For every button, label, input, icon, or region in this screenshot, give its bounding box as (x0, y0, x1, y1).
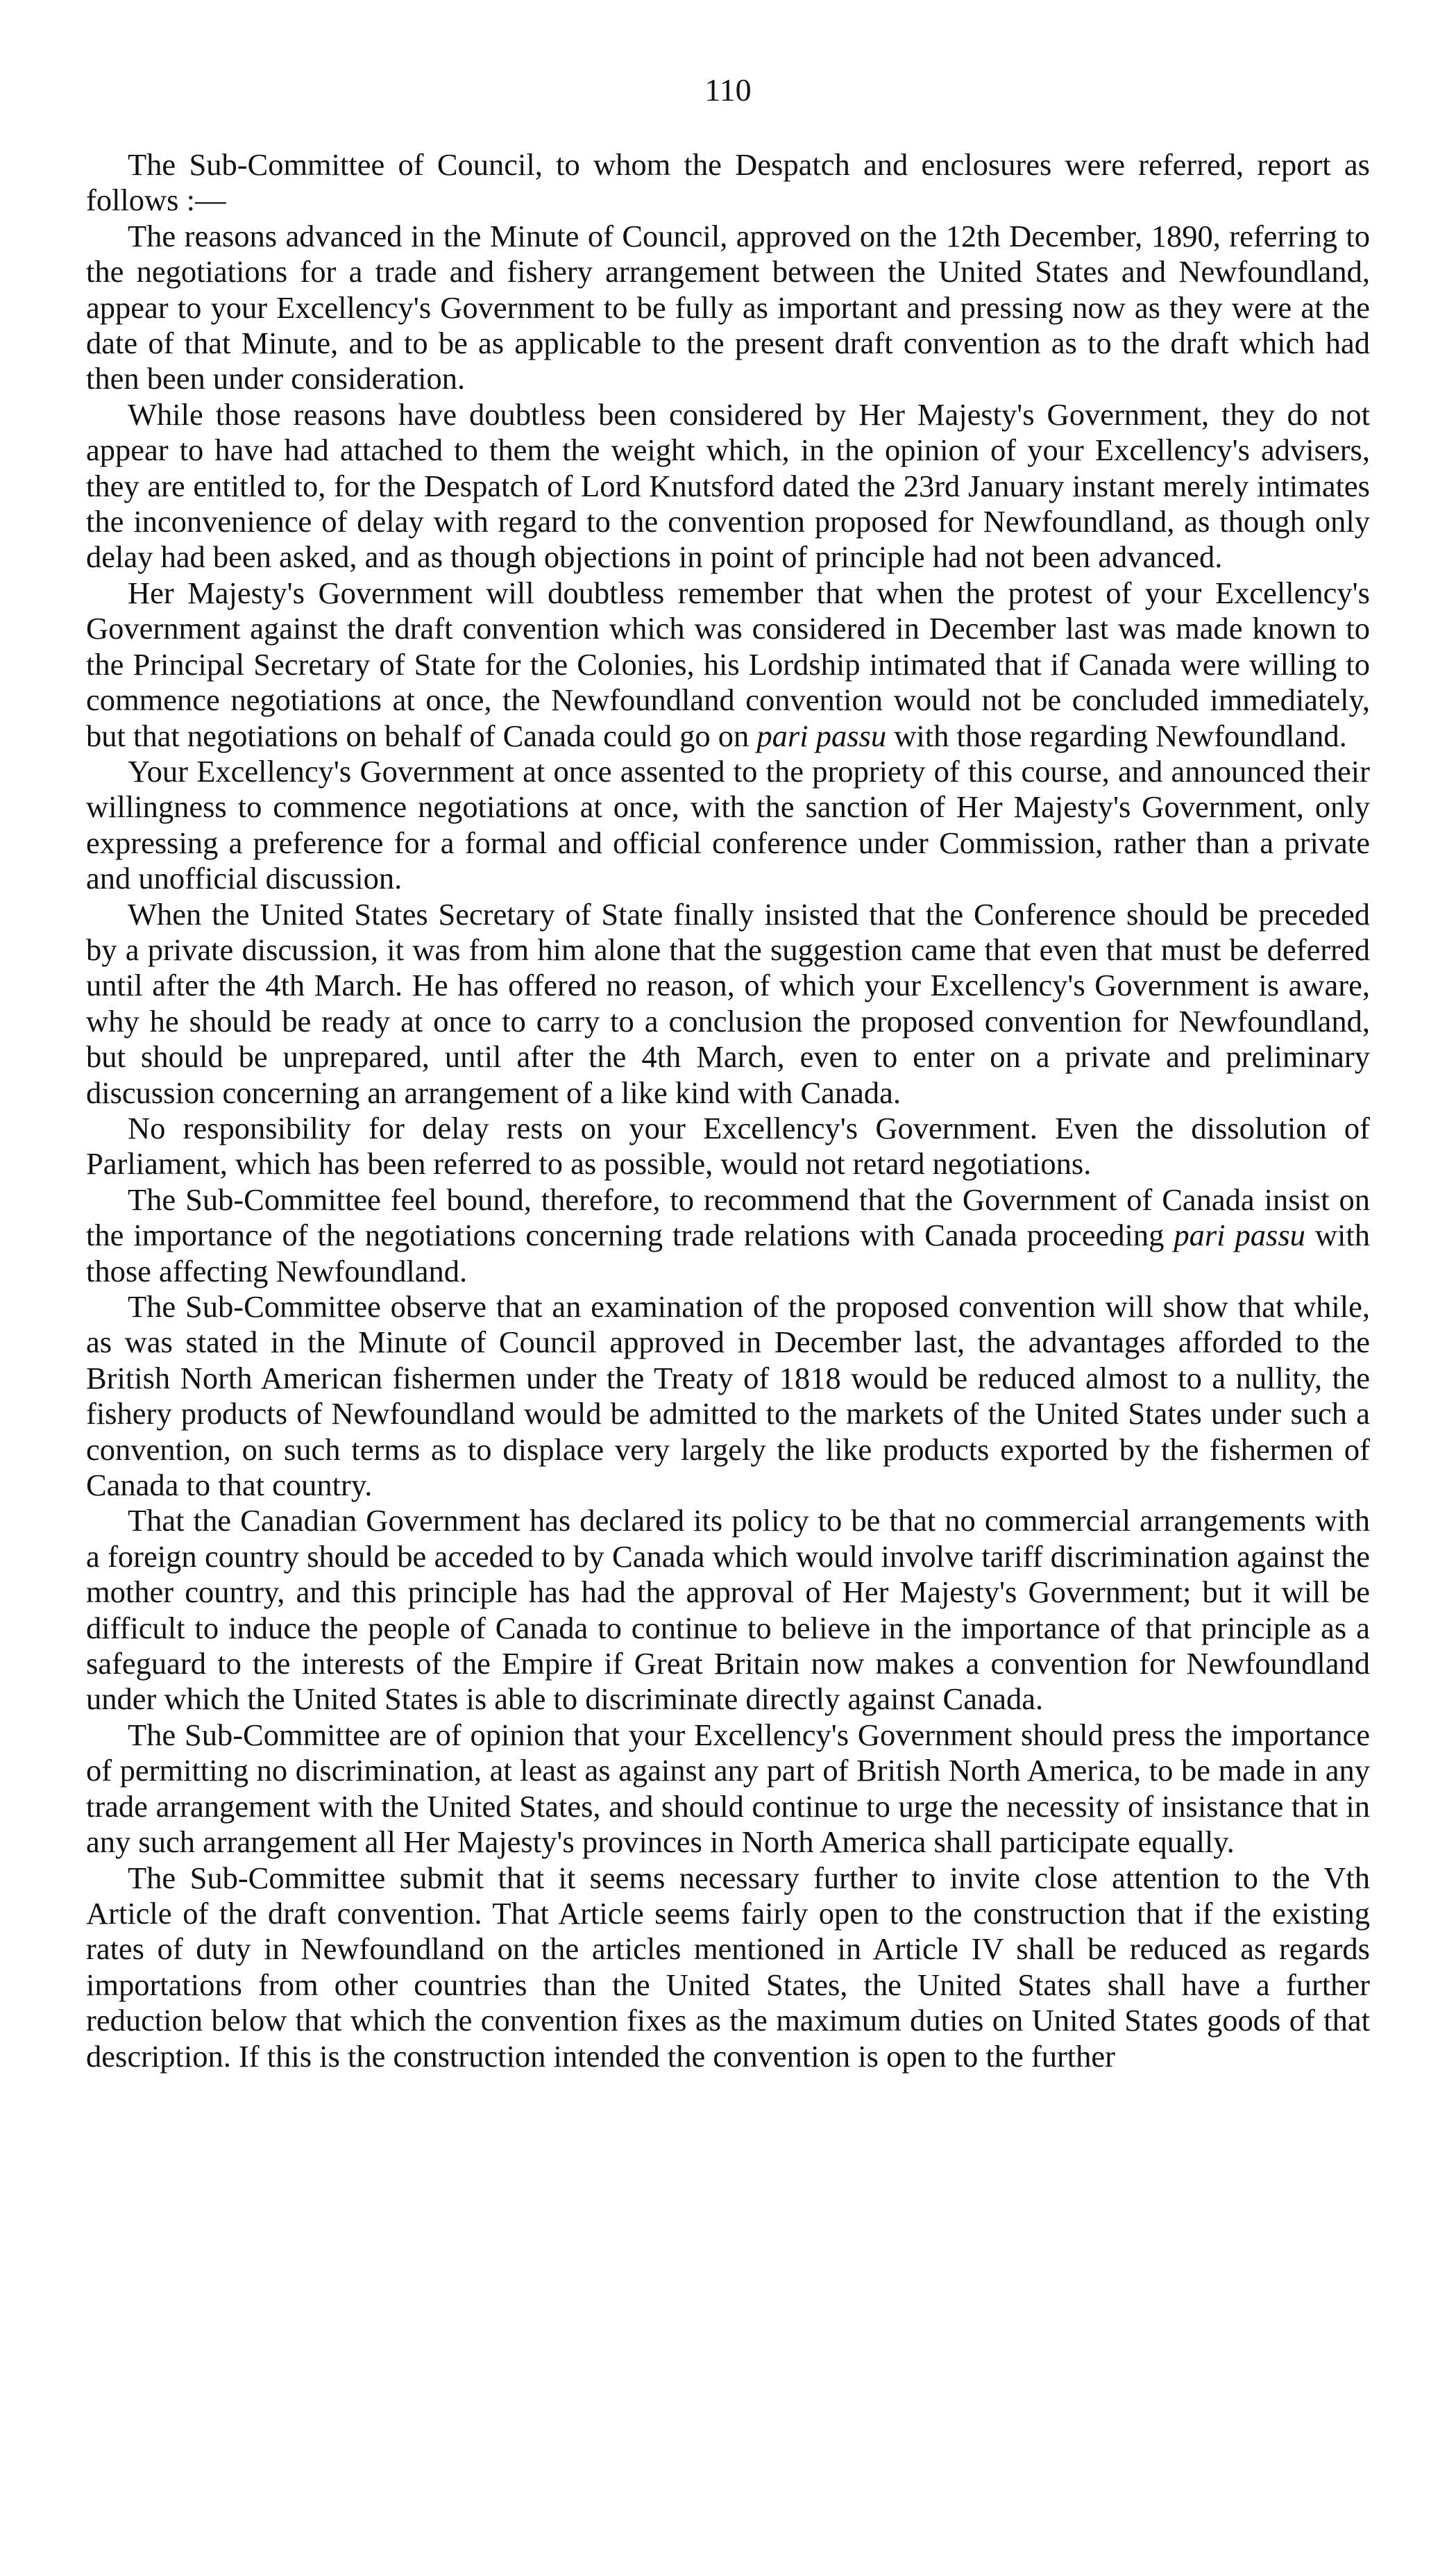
text-run: Her Majesty's Government will doubtless remember that when the protest of your Excellency's Government against the draft convention which was considered in December last was made known to the Principal Secretary of State for the Colonies, his Lordship intimated that if Canada were willing to commence negotiations at once, the Newfoundland convention would not be concluded immediately, but that negotiations on behalf of Canada could go on (86, 575, 1370, 753)
text-run: The Sub-Committee are of opinion that your Excellency's Government should press the importance of permitting no discrimination, at least as against any part of British North America, to be made in any trade arrangement with the United States, and should continue to urge the necessity of insistance that in any such arrangement all Her Majesty's provinces in North America shall participate equally. (86, 1717, 1370, 1860)
paragraph (86, 1182, 1370, 1289)
paragraph (86, 1860, 1370, 2074)
paragraph (86, 576, 1370, 754)
text-run: The reasons advanced in the Minute of Council, approved on the 12th December, 1890, referring to the negotiations for a trade and fishery arrangement between the United States and Newfoundland, appear to your Excellency's Government to be fully as important and pressing now as they were at the date of that Minute, and to be as applicable to the present draft convention as to the draft which had then been under consideration. (86, 218, 1370, 396)
italic-phrase: pari passu (1174, 1218, 1305, 1253)
paragraph (86, 1289, 1370, 1503)
text-run: While those reasons have doubtless been considered by Her Majesty's Government, they do not appear to have had attached to them the weight which, in the opinion of your Excellency's advisers, they are entitled to, for the Despatch of Lord Knutsford dated the 23rd January instant merely intimates the inconvenience of delay with regard to the convention proposed for Newfoundland, as though only delay had been asked, and as though objections in point of principle had not been advanced. (86, 396, 1370, 575)
paragraph (86, 754, 1370, 897)
text-run: The Sub-Committee of Council, to whom the Despatch and enclosures were referred, report as follows :— (86, 147, 1370, 218)
body-text (86, 147, 1370, 2074)
text-run: with those regarding Newfoundland. (886, 718, 1347, 753)
text-run: The Sub-Committee submit that it seems necessary further to invite close attention to the Vth Article of the draft convention. That Article seems fairly open to the construction that if the existing rates of duty in Newfoundland on the articles mentioned in Article IV shall be reduced as regards importations from other countries than the United States, the United States shall have a further reduction below that which the convention fixes as the maximum duties on United States goods of that description. If this is the construction intended the convention is open to the further (86, 1860, 1370, 2074)
text-run: Your Excellency's Government at once assented to the propriety of this course, and announced their willingness to commence negotiations at once, with the sanction of Her Majesty's Government, only expressing a preference for a formal and official conference under Commission, rather than a private and unofficial discussion. (86, 753, 1370, 896)
paragraph (86, 147, 1370, 219)
text-run: No responsibility for delay rests on your Excellency's Government. Even the dissolution of Parliament, which has been referred to as possible, would not retard negotiations. (86, 1110, 1370, 1182)
italic-phrase: pari passu (756, 718, 887, 753)
text-run: with those affecting Newfoundland. (86, 1218, 1370, 1288)
paragraph (86, 219, 1370, 397)
text-run: The Sub-Committee observe that an examination of the proposed convention will show that while, as was stated in the Minute of Council approved in December last, the advantages afforded to the British North American fishermen under the Treaty of 1818 would be reduced almost to a nullity, the fishery products of Newfoundland would be admitted to the markets of the United States under such a convention, on such terms as to displace very largely the like products exported by the fishermen of Canada to that country. (86, 1289, 1370, 1503)
paragraph (86, 1717, 1370, 1860)
paragraph (86, 897, 1370, 1111)
text-run: When the United States Secretary of State finally insisted that the Conference should be preceded by a private discussion, it was from him alone that the suggestion came that even that must be deferred until after the 4th March. He has offered no reason, of which your Excellency's Government is aware, why he should be ready at once to carry to a conclusion the proposed convention for Newfoundland, but should be unprepared, until after the 4th March, even to enter on a private and preliminary discussion concerning an arrangement of a like kind with Canada. (86, 896, 1370, 1110)
paragraph (86, 397, 1370, 576)
page-number: 110 (704, 72, 752, 108)
text-run: The Sub-Committee feel bound, therefore, to recommend that the Government of Canada insist on the importance of the negotiations concerning trade relations with Canada proceeding (86, 1182, 1370, 1253)
text-run: That the Canadian Government has declared its policy to be that no commercial arrangements with a foreign country should be acceded to by Canada which would involve tariff discrimination against the mother country, and this principle has had the approval of Her Majesty's Government; but it will be difficult to induce the people of Canada to continue to believe in the importance of that principle as a safeguard to the interests of the Empire if Great Britain now makes a convention for Newfoundland under which the United States is able to discriminate directly against Canada. (86, 1503, 1370, 1717)
paragraph (86, 1503, 1370, 1717)
paragraph (86, 1111, 1370, 1182)
